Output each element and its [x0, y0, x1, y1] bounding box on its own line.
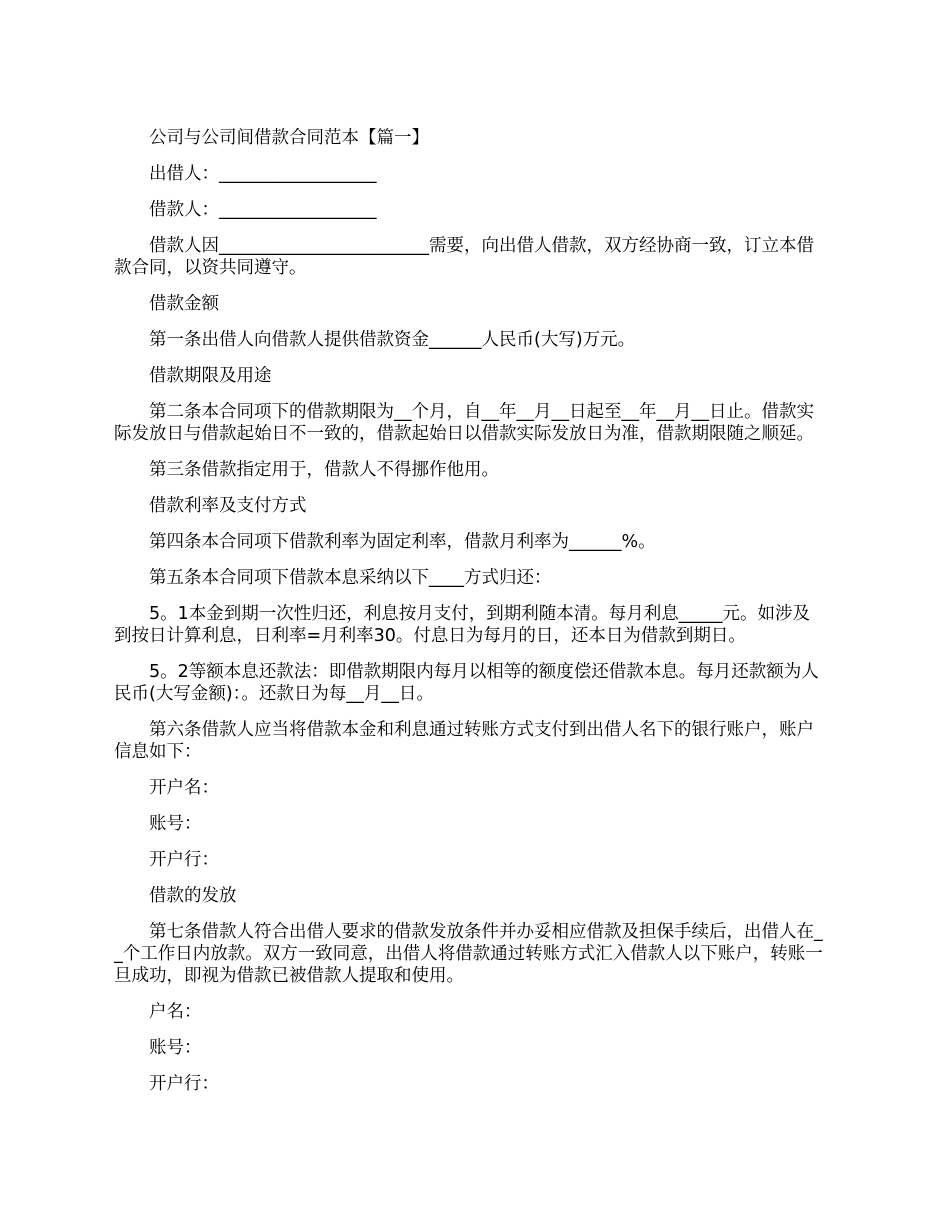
account-name-field: 开户名：: [149, 778, 219, 798]
article-1: 第一条出借人向借款人提供借款资金______人民币(大写)万元。: [149, 330, 636, 350]
section-heading-disbursement: 借款的发放: [149, 886, 237, 906]
document-title: 公司与公司间借款合同范本【篇一】: [149, 128, 429, 148]
preamble-paragraph: 借款人因________________________需要，向出借人借款，双方经协商一致，订立本借款合同，以资共同遵守。: [114, 236, 814, 278]
clause-5-2: 5。2等额本息还款法：即借款期限内每月以相等的额度偿还借款本息。每月还款额为人民币(大写金额)：。还款日为每__月__日。: [114, 662, 819, 704]
article-6: 第六条借款人应当将借款本金和利息通过转账方式支付到出借人名下的银行账户，账户信息如下：: [114, 720, 814, 762]
account-number-field: 账号：: [149, 814, 202, 834]
article-4: 第四条本合同项下借款利率为固定利率，借款月利率为______%。: [149, 532, 656, 552]
section-heading-interest-payment: 借款利率及支付方式: [149, 496, 307, 516]
borrower-field: 借款人：__________________: [149, 200, 377, 220]
clause-5-1: 5。1本金到期一次性归还，利息按月支付，到期利随本清。每月利息_____元。如涉及到按日计算利息，日利率=月利率30。付息日为每月的日，还本日为借款到期日。: [114, 604, 811, 646]
borrower-bank-field: 开户行：: [149, 1074, 219, 1094]
section-heading-term-purpose: 借款期限及用途: [149, 366, 272, 386]
borrower-account-number-field: 账号：: [149, 1038, 202, 1058]
section-heading-amount: 借款金额: [149, 294, 219, 314]
bank-field: 开户行：: [149, 850, 219, 870]
article-5: 第五条本合同项下借款本息采纳以下____方式归还：: [149, 568, 552, 588]
document-body: [114, 127, 826, 1109]
article-2: 第二条本合同项下的借款期限为__个月，自__年__月__日起至__年__月__日止。借款实际发放日与借款起始日不一致的，借款起始日以借款实际发放日为准，借款期限随之顺延。: [114, 402, 814, 444]
article-3: 第三条借款指定用于，借款人不得挪作他用。: [149, 460, 499, 480]
borrower-account-name-field: 户名：: [149, 1002, 202, 1022]
article-7: 第七条借款人符合出借人要求的借款发放条件并办妥相应借款及担保手续后，出借人在__个工作日内放款。双方一致同意，出借人将借款通过转账方式汇入借款人以下账户，转账一旦成功，即视为借款已被借款人提取和使用。: [114, 922, 823, 986]
lender-field: 出借人：__________________: [149, 164, 377, 184]
